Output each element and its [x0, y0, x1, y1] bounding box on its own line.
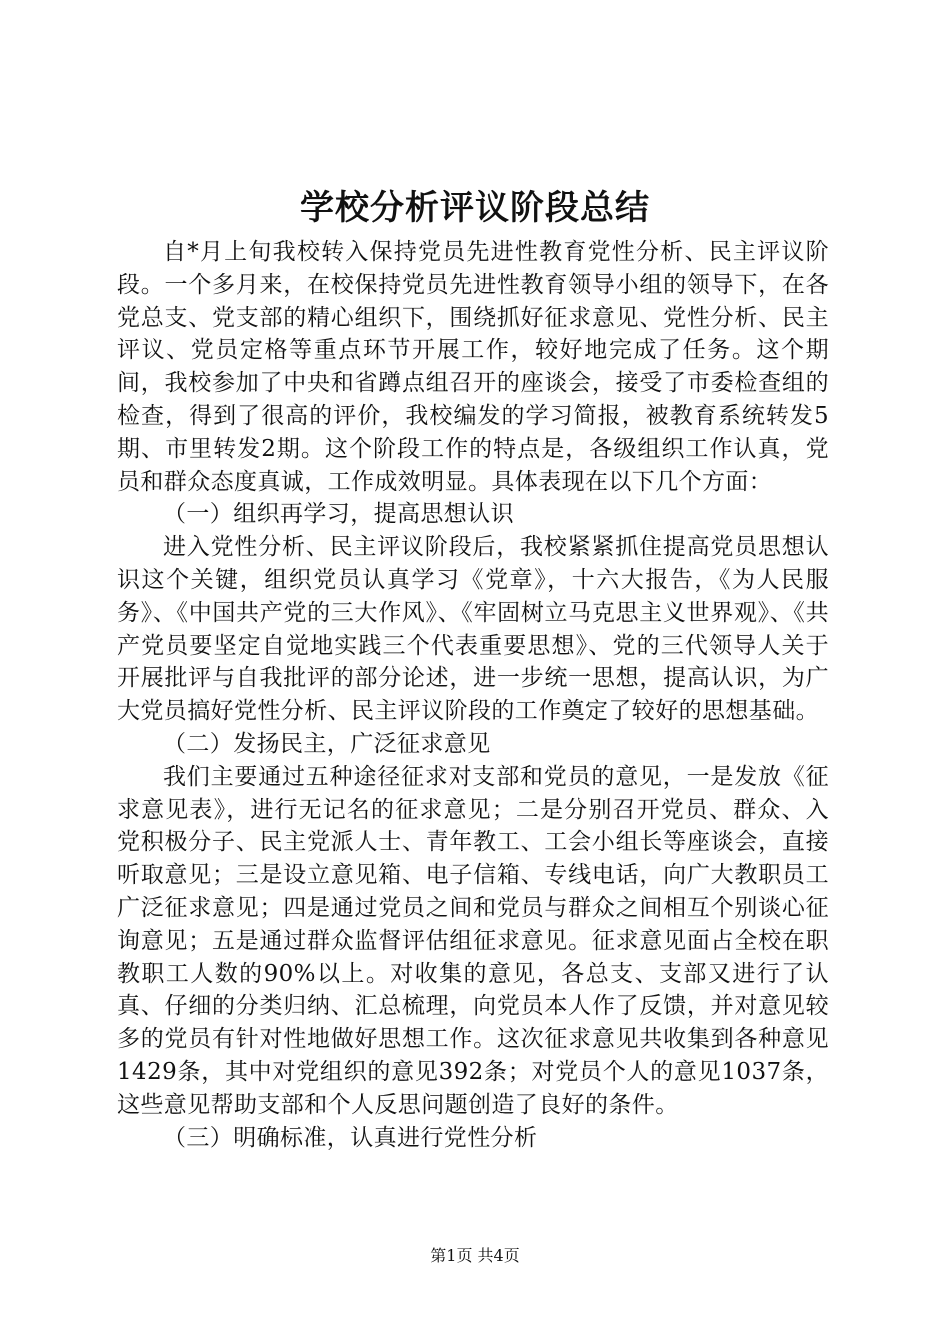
section-heading-1: （一）组织再学习，提高思想认识	[163, 501, 514, 528]
page-footer: 第1页 共4页	[430, 1246, 520, 1265]
paragraph-intro: 自*月上旬我校转入保持党员先进性教育党性分析、民主评议阶段。一个多月来，在校保持党员先进性教育领导小组的领导下，在各党总支、党支部的精心组织下，围绕抓好征求意见、党性分析、民主评议、党员定格等重点环节开展工作，较好地完成了任务。这个期间，我校参加了中央和省蹲点组召开的座谈会，接受了市委检查组的检查，得到了很高的评价，我校编发的学习简报，被教育系统转发5期、市里转发2期。这个阶段工作的特点是，各级组织工作认真，党员和群众态度真诚，工作成效明显。具体表现在以下几个方面：	[117, 239, 829, 495]
section-heading-3: （三）明确标准，认真进行党性分析	[163, 1124, 538, 1151]
document-title: 学校分析评议阶段总结	[300, 188, 650, 228]
document-body	[117, 236, 829, 1154]
paragraph-section-2: 我们主要通过五种途径征求对支部和党员的意见，一是发放《征求意见表》，进行无记名的征求意见；二是分别召开党员、群众、入党积极分子、民主党派人士、青年教工、工会小组长等座谈会，直接听取意见；三是设立意见箱、电子信箱、专线电话，向广大教职员工广泛征求意见；四是通过党员之间和党员与群众之间相互个别谈心征询意见；五是通过群众监督评估组征求意见。征求意见面占全校在职教职工人数的90%以上。对收集的意见，各总支、支部又进行了认真、仔细的分类归纳、汇总梳理，向党员本人作了反馈，并对意见较多的党员有针对性地做好思想工作。这次征求意见共收集到各种意见1429条，其中对党组织的意见392条；对党员个人的意见1037条，这些意见帮助支部和个人反思问题创造了良好的条件。	[117, 763, 829, 1118]
section-heading-2: （二）发扬民主，广泛征求意见	[163, 730, 491, 757]
paragraph-section-1: 进入党性分析、民主评议阶段后，我校紧紧抓住提高党员思想认识这个关键，组织党员认真学习《党章》，十六大报告，《为人民服务》、《中国共产党的三大作风》、《牢固树立马克思主义世界观》、《共产党员要坚定自觉地实践三个代表重要思想》、党的三代领导人关于开展批评与自我批评的部分论述，进一步统一思想，提高认识，为广大党员搞好党性分析、民主评议阶段的工作奠定了较好的思想基础。	[117, 534, 829, 725]
